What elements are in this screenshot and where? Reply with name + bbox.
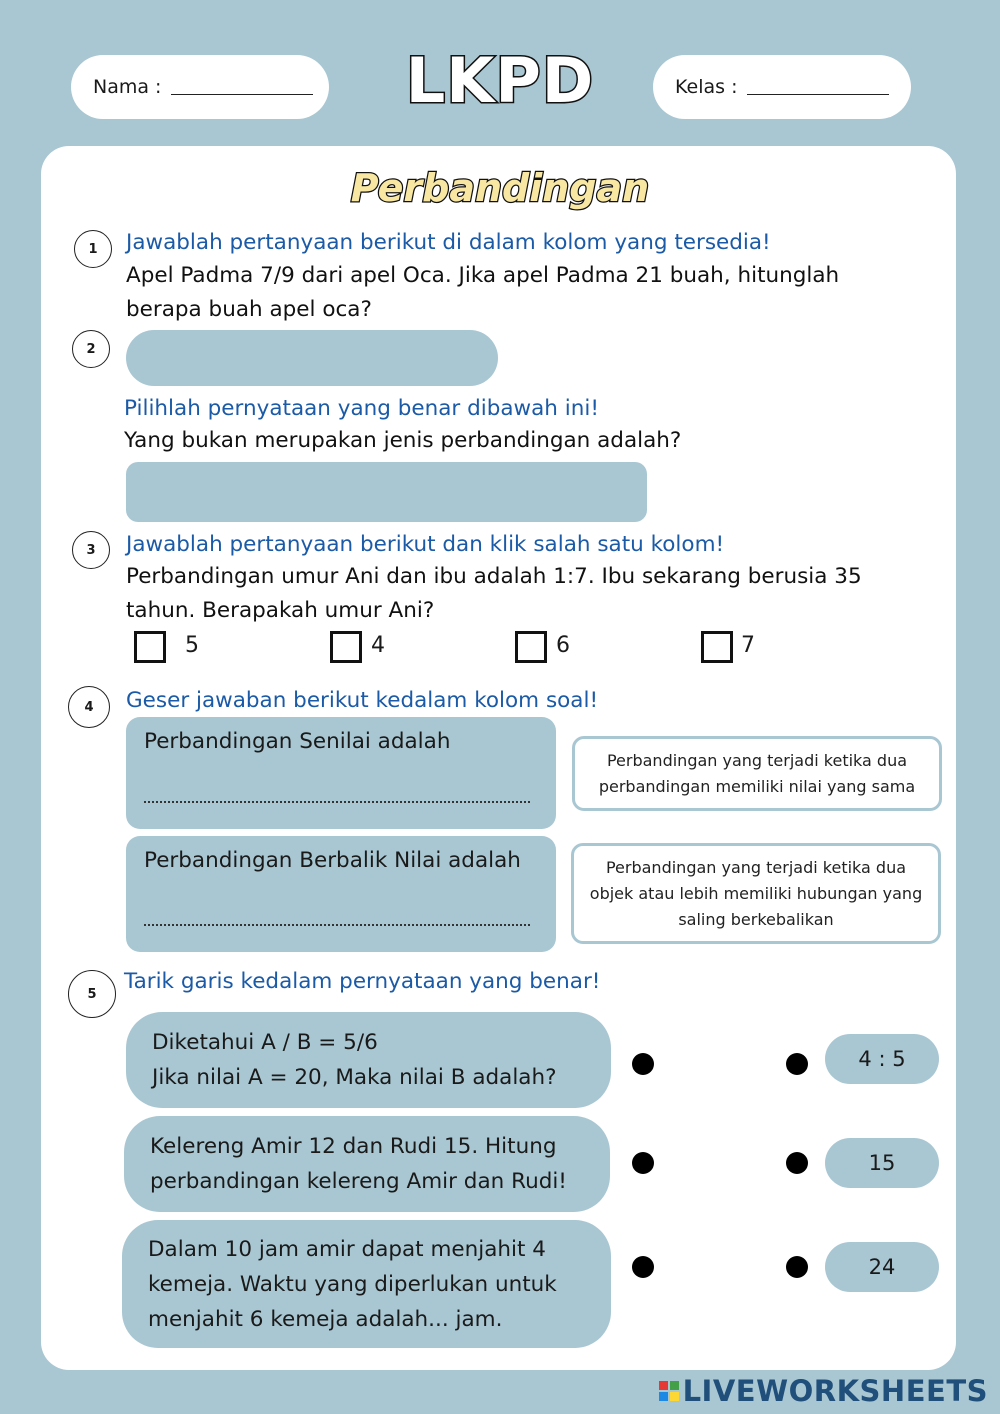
q3-instruction: Jawablah pertanyaan berikut dan klik salah satu kolom! bbox=[126, 532, 725, 557]
q5-question-2 bbox=[124, 1116, 610, 1212]
q4-drop-target-1-label: Perbandingan Senilai adalah bbox=[144, 729, 451, 754]
q3-option-checkbox-4[interactable] bbox=[701, 631, 733, 663]
q5-question-1-line-1: Diketahui A / B = 5/6 bbox=[152, 1030, 378, 1055]
q4-drag-card-2[interactable]: Perbandingan yang terjadi ketika dua objek atau lebih memiliki hubungan yang saling berkebalikan bbox=[571, 843, 941, 944]
q3-option-checkbox-2[interactable] bbox=[330, 631, 362, 663]
q5-question-1-line-2: Jika nilai A = 20, Maka nilai B adalah? bbox=[152, 1065, 557, 1090]
q1-instruction: Jawablah pertanyaan berikut di dalam kolom yang tersedia! bbox=[126, 230, 771, 255]
q5-question-3-line-3: menjahit 6 kemeja adalah... jam. bbox=[148, 1306, 503, 1332]
q3-text bbox=[126, 560, 862, 628]
q5-question-1 bbox=[126, 1012, 611, 1108]
q5-left-dot-3[interactable] bbox=[632, 1256, 654, 1278]
q3-option-label-3: 6 bbox=[556, 633, 570, 658]
q4-drag-card-1[interactable]: Perbandingan yang terjadi ketika dua perbandingan memiliki nilai yang sama bbox=[572, 736, 942, 811]
question-number-1: 1 bbox=[74, 230, 112, 268]
q1-answer-input[interactable] bbox=[126, 330, 498, 386]
q3-option-checkbox-3[interactable] bbox=[515, 631, 547, 663]
question-number-4: 4 bbox=[68, 686, 110, 728]
worksheet-subtitle: Perbandingan bbox=[350, 166, 650, 210]
q5-right-dot-2[interactable] bbox=[786, 1152, 808, 1174]
q5-question-2-line-1: Kelereng Amir 12 dan Rudi 15. Hitung bbox=[150, 1134, 557, 1159]
q5-question-3 bbox=[122, 1220, 611, 1348]
q3-option-label-2: 4 bbox=[371, 633, 385, 658]
q5-right-dot-1[interactable] bbox=[786, 1053, 808, 1075]
q5-question-2-line-2: perbandingan kelereng Amir dan Rudi! bbox=[150, 1169, 567, 1194]
q1-line-2: berapa buah apel oca? bbox=[126, 297, 372, 322]
logo-square-1 bbox=[659, 1381, 668, 1390]
kelas-underline bbox=[747, 79, 889, 95]
q2-instruction: Pilihlah pernyataan yang benar dibawah ini! bbox=[124, 396, 599, 421]
q5-left-dot-1[interactable] bbox=[632, 1053, 654, 1075]
q3-option-label-4: 7 bbox=[741, 633, 755, 658]
q5-answer-1: 4 : 5 bbox=[825, 1034, 939, 1084]
kelas-field[interactable] bbox=[653, 55, 911, 119]
logo-square-2 bbox=[670, 1381, 679, 1390]
q4-instruction: Geser jawaban berikut kedalam kolom soal! bbox=[126, 688, 599, 713]
q2-answer-select[interactable] bbox=[126, 462, 647, 522]
liveworksheets-brand[interactable] bbox=[659, 1374, 988, 1408]
q4-drop-target-2-line bbox=[144, 924, 530, 926]
q1-text bbox=[126, 259, 839, 327]
q5-question-3-line-1: Dalam 10 jam amir dapat menjahit 4 bbox=[148, 1236, 546, 1262]
question-number-5: 5 bbox=[68, 970, 116, 1018]
liveworksheets-logo-icon bbox=[659, 1381, 679, 1401]
q2-question: Yang bukan merupakan jenis perbandingan adalah? bbox=[124, 428, 682, 453]
nama-underline bbox=[171, 79, 313, 95]
q5-answer-3: 24 bbox=[825, 1242, 939, 1292]
q5-left-dot-2[interactable] bbox=[632, 1152, 654, 1174]
q4-drop-target-2[interactable] bbox=[126, 836, 556, 952]
nama-field[interactable] bbox=[71, 55, 329, 119]
logo-square-4 bbox=[670, 1392, 679, 1401]
page-title: LKPD bbox=[405, 44, 595, 117]
q5-right-dot-3[interactable] bbox=[786, 1256, 808, 1278]
q5-question-3-line-2: kemeja. Waktu yang diperlukan untuk bbox=[148, 1271, 557, 1297]
q3-line-1: Perbandingan umur Ani dan ibu adalah 1:7. Ibu sekarang berusia 35 bbox=[126, 564, 862, 589]
q4-drop-target-2-label: Perbandingan Berbalik Nilai adalah bbox=[144, 848, 521, 873]
kelas-label: Kelas : bbox=[675, 76, 738, 98]
q3-option-checkbox-1[interactable] bbox=[134, 631, 166, 663]
q3-line-2: tahun. Berapakah umur Ani? bbox=[126, 598, 435, 623]
q5-answer-2: 15 bbox=[825, 1138, 939, 1188]
q4-drop-target-1-line bbox=[144, 801, 530, 803]
q1-line-1: Apel Padma 7/9 dari apel Oca. Jika apel Padma 21 buah, hitunglah bbox=[126, 263, 840, 288]
question-number-2: 2 bbox=[72, 330, 110, 368]
q4-drop-target-1[interactable] bbox=[126, 717, 556, 829]
logo-square-3 bbox=[659, 1392, 668, 1401]
brand-text: LIVEWORKSHEETS bbox=[682, 1374, 988, 1408]
question-number-3: 3 bbox=[72, 531, 110, 569]
q3-option-label-1: 5 bbox=[185, 633, 199, 658]
q5-instruction: Tarik garis kedalam pernyataan yang benar! bbox=[124, 969, 601, 994]
nama-label: Nama : bbox=[93, 76, 162, 98]
